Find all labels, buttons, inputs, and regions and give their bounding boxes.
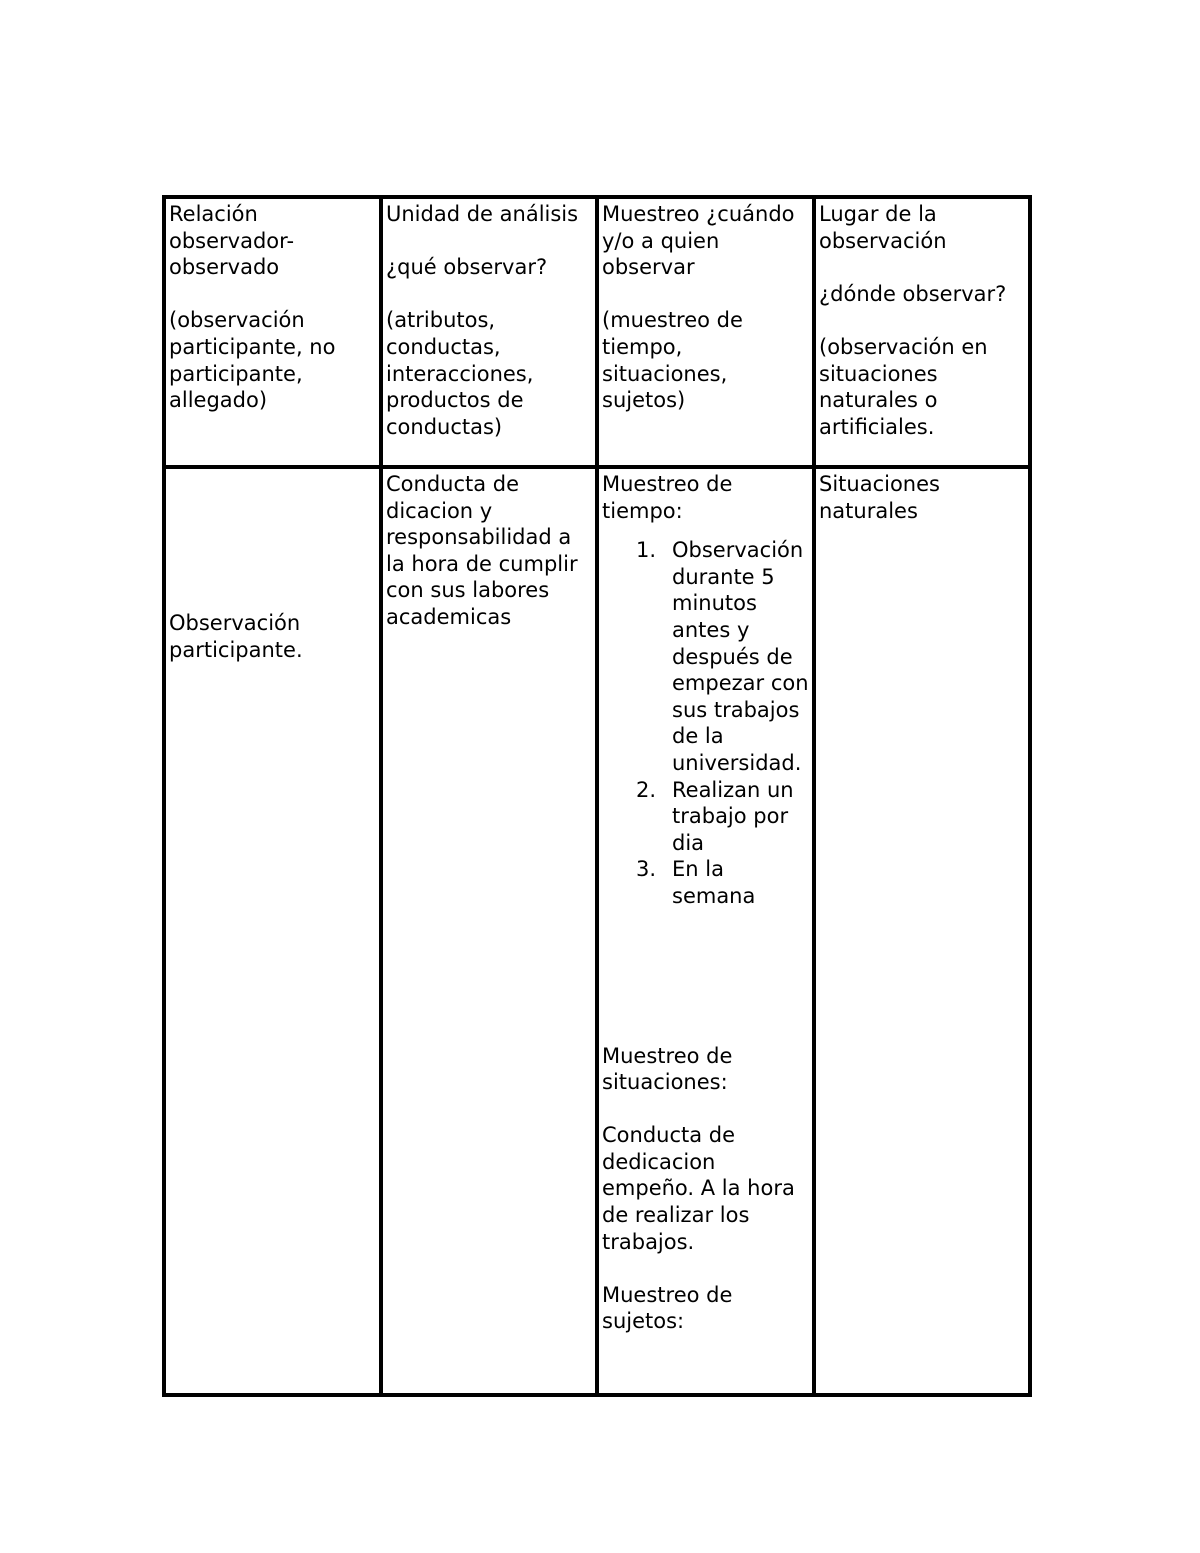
header-muestreo-note: (muestreo de tiempo, situaciones, sujetos) bbox=[602, 308, 743, 413]
header-cell-relacion bbox=[164, 197, 381, 467]
muestreo-tiempo-label: Muestreo de tiempo: bbox=[602, 472, 733, 523]
list-item bbox=[636, 537, 812, 776]
header-relacion-title: Relación observador-observado bbox=[169, 202, 295, 280]
relacion-value: Observación participante. bbox=[169, 611, 303, 662]
list-item-text: En la semana bbox=[672, 857, 756, 908]
list-item-text: Realizan un trabajo por dia bbox=[672, 777, 794, 855]
header-cell-muestreo bbox=[597, 197, 814, 467]
header-lugar-note: (observación en situaciones naturales o artificiales. bbox=[819, 334, 988, 439]
header-cell-lugar bbox=[814, 197, 1030, 467]
cell-relacion bbox=[164, 467, 381, 1395]
unidad-value: Conducta de dicacion y responsabilidad a la hora de cumplir con sus labores academicas bbox=[386, 472, 578, 629]
observation-table bbox=[162, 195, 1032, 1397]
muestreo-situaciones-text: Conducta de dedicacion empeño. A la hora de realizar los trabajos. bbox=[602, 1123, 795, 1254]
header-unidad-title: Unidad de análisis bbox=[386, 202, 579, 226]
header-unidad-question: ¿qué observar? bbox=[386, 255, 548, 280]
table-header-row bbox=[164, 197, 1030, 467]
lugar-value: Situaciones naturales bbox=[819, 472, 940, 523]
cell-lugar bbox=[814, 467, 1030, 1395]
muestreo-sujetos-label: Muestreo de sujetos: bbox=[602, 1282, 733, 1334]
list-item-number: 1. bbox=[636, 538, 657, 563]
cell-unidad bbox=[381, 467, 597, 1395]
list-item-number: 2. bbox=[636, 777, 657, 802]
header-relacion-note: (observación participante, no participante, allegado) bbox=[169, 308, 336, 413]
header-lugar-title: Lugar de la observación bbox=[819, 202, 947, 253]
list-item bbox=[636, 777, 812, 857]
header-unidad-note: (atributos, conductas, interacciones, productos de conductas) bbox=[386, 308, 534, 439]
muestreo-tiempo-list bbox=[602, 537, 812, 909]
header-cell-unidad bbox=[381, 197, 597, 467]
list-item-text: Observación durante 5 minutos antes y después de empezar con sus trabajos de la universidad. bbox=[672, 538, 809, 775]
muestreo-situaciones-label: Muestreo de situaciones: bbox=[602, 1043, 733, 1095]
table-row bbox=[164, 467, 1030, 1395]
cell-muestreo bbox=[597, 467, 814, 1395]
list-item bbox=[636, 856, 812, 909]
header-muestreo-title: Muestreo ¿cuándo y/o a quien observar bbox=[602, 202, 795, 280]
header-lugar-question: ¿dónde observar? bbox=[819, 281, 1007, 306]
list-item-number: 3. bbox=[636, 857, 657, 882]
